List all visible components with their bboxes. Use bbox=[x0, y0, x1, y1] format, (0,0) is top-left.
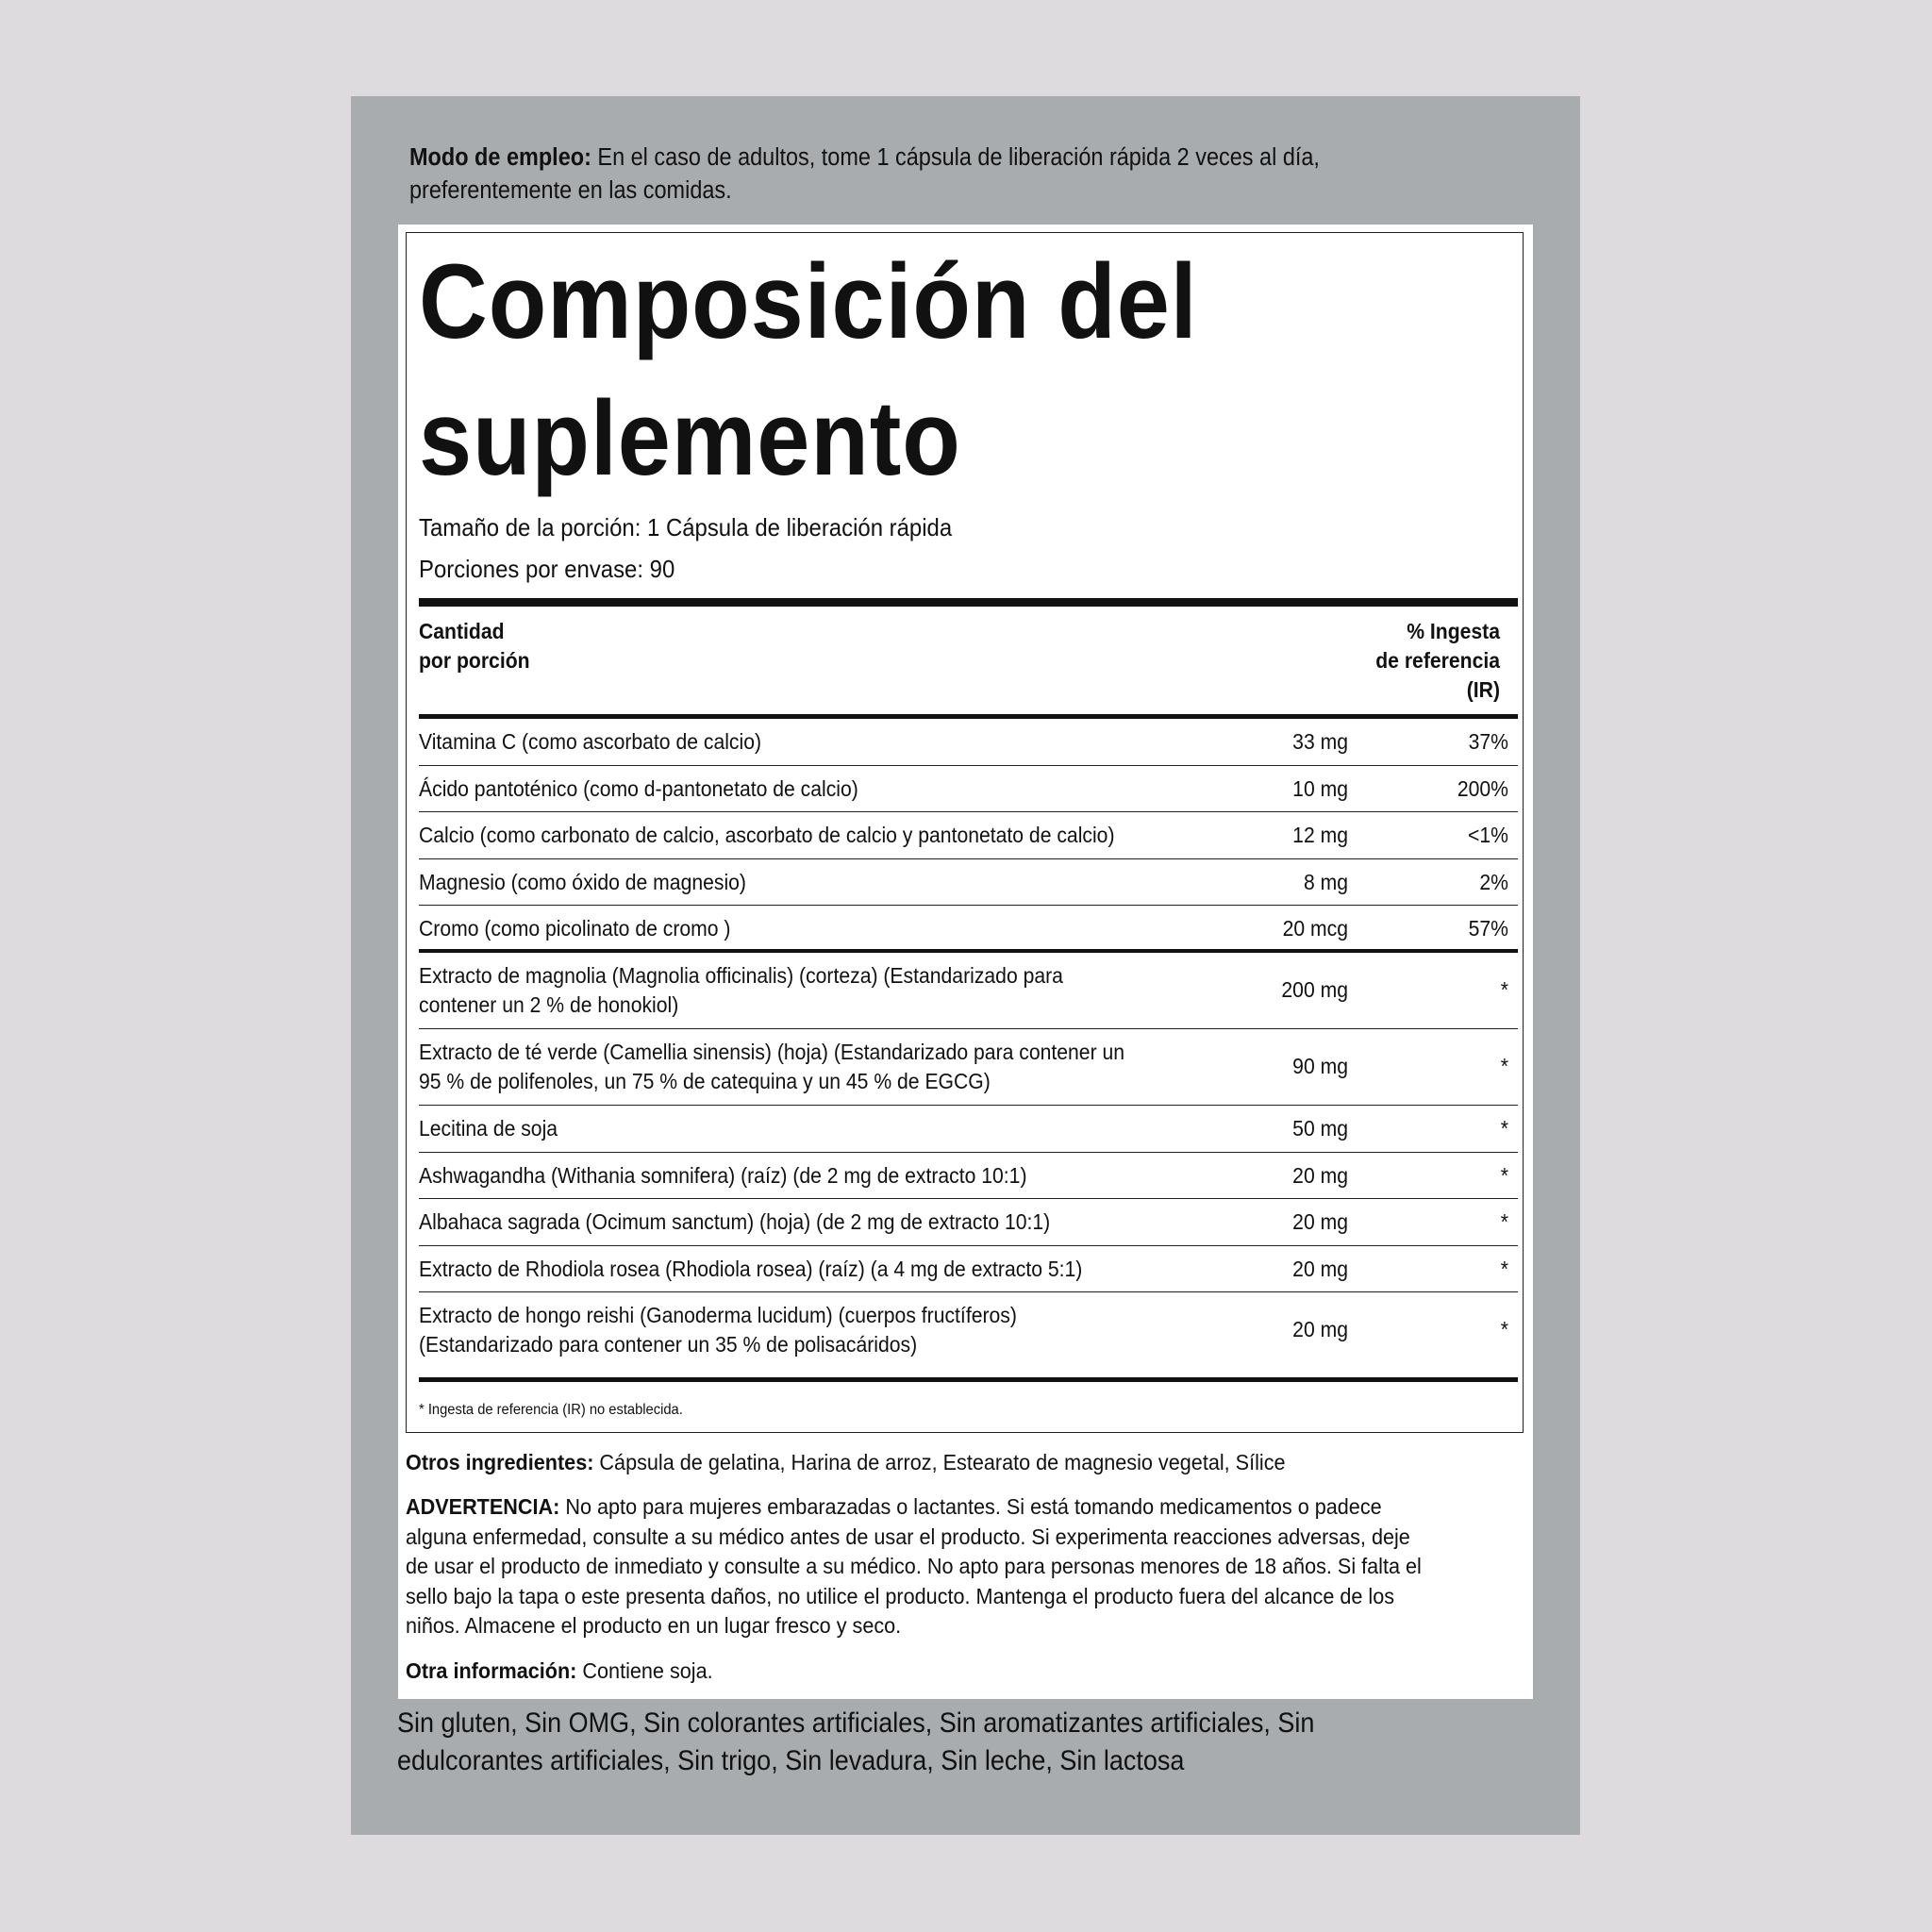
table-row: Extracto de hongo reishi (Ganoderma lucidum) (cuerpos fructíferos) (Estandarizado para contener un 35 % de polisacáridos) 20 mg * bbox=[419, 1303, 1508, 1357]
other-ingredients bbox=[406, 1448, 1439, 1478]
nutrient-table bbox=[419, 719, 1518, 1369]
other-information-text: Contiene soja. bbox=[576, 1658, 713, 1683]
servings-per-container: Porciones por envase: 90 bbox=[419, 555, 675, 583]
bottom-divider bbox=[419, 1377, 1518, 1382]
warning bbox=[406, 1492, 1439, 1641]
directions bbox=[409, 142, 1399, 208]
thick-divider bbox=[419, 598, 1518, 607]
table-row: Ácido pantoténico (como d-pantonetato de calcio) 10 mg 200% bbox=[419, 766, 1518, 813]
serving-size: Tamaño de la porción: 1 Cápsula de liberación rápida bbox=[419, 513, 953, 541]
table-row: Vitamina C (como ascorbato de calcio) 33 mg 37% bbox=[419, 719, 1518, 766]
table-row: Albahaca sagrada (Ocimum sanctum) (hoja) (de 2 mg de extracto 10:1) 20 mg * bbox=[419, 1199, 1518, 1246]
free-from-claims: Sin gluten, Sin OMG, Sin colorantes artificiales, Sin aromatizantes artificiales, Sin edulcorantes artificiales, Sin trigo, Sin levadura, Sin leche, Sin lactosa bbox=[397, 1707, 1315, 1776]
other-ingredients-label: Otros ingredientes: bbox=[406, 1450, 594, 1474]
directions-label: Modo de empleo: bbox=[409, 144, 591, 171]
table-row: Calcio (como carbonato de calcio, ascorbato de calcio y pantonetato de calcio) 12 mg <1% bbox=[419, 812, 1518, 859]
warning-text: No apto para mujeres embarazadas o lactantes. Si está tomando medicamentos o padece alguna enfermedad, consulte a su médico antes de usar el producto. Si experimenta reacciones adversas, deje de usar el producto de inmediato y consulte a su médico. No apto para personas menores de 18 años. Si falta el sello bajo la tapa o este presenta daños, no utilice el producto. Mantenga el producto fuera del alcance de los niños. Almacene el producto en un lugar fresco y seco. bbox=[406, 1494, 1422, 1638]
directions-text: En el caso de adultos, tome 1 cápsula de liberación rápida 2 veces al día, preferentemente en las comidas. bbox=[409, 144, 1320, 204]
other-information bbox=[406, 1657, 1439, 1687]
warning-label: ADVERTENCIA: bbox=[406, 1494, 560, 1519]
facts-title-line2: suplemento bbox=[419, 379, 961, 497]
other-ingredients-text: Cápsula de gelatina, Harina de arroz, Estearato de magnesio vegetal, Sílice bbox=[593, 1450, 1286, 1474]
table-row: Extracto de magnolia (Magnolia officinalis) (corteza) (Estandarizado para contener un 2 % de honokiol) 200 mg * bbox=[419, 953, 1518, 1029]
table-row: Extracto de té verde (Camellia sinensis) (hoja) (Estandarizado para contener un 95 % de polifenoles, un 75 % de catequina y un 45 % de EGCG) 90 mg * bbox=[419, 1029, 1518, 1106]
table-row: Lecitina de soja 50 mg * bbox=[419, 1106, 1518, 1153]
other-information-label: Otra información: bbox=[406, 1658, 577, 1683]
footnote: * Ingesta de referencia (IR) no establecida. bbox=[419, 1402, 683, 1418]
table-row: Extracto de Rhodiola rosea (Rhodiola rosea) (raíz) (a 4 mg de extracto 5:1) 20 mg * bbox=[419, 1246, 1518, 1293]
label-white-area bbox=[398, 225, 1533, 1699]
header-reference-intake: % Ingesta de referencia (IR) bbox=[1375, 619, 1500, 702]
table-row: Cromo (como picolinato de cromo ) 20 mcg 57% bbox=[419, 906, 1518, 953]
header-amount-per-serving: Cantidad por porción bbox=[419, 619, 530, 673]
facts-title-line1: Composición del bbox=[419, 242, 1198, 360]
table-row: Magnesio (como óxido de magnesio) 8 mg 2% bbox=[419, 859, 1518, 907]
label-panel bbox=[351, 96, 1580, 1835]
facts-title bbox=[419, 233, 1404, 507]
supplement-facts-box bbox=[406, 232, 1524, 1433]
table-row: Ashwagandha (Withania somnifera) (raíz) (de 2 mg de extracto 10:1) 20 mg * bbox=[419, 1153, 1518, 1200]
